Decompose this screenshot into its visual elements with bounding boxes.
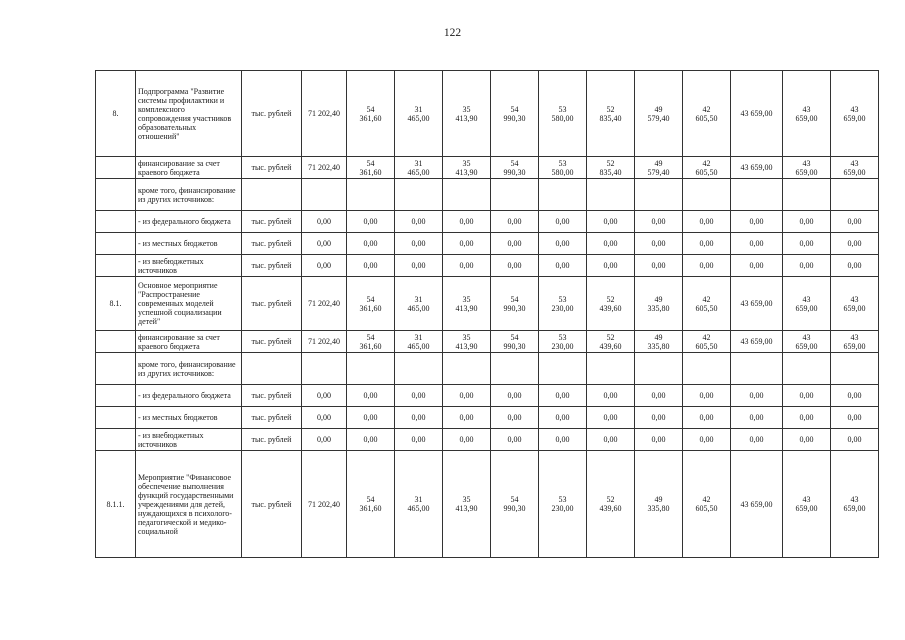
table-row: [96, 157, 879, 179]
unit-cell: тыс. рублей: [242, 407, 302, 429]
value-cell: 42 605,50: [683, 277, 731, 331]
value-cell: 52 835,40: [587, 71, 635, 157]
value-cell: 0,00: [635, 429, 683, 451]
value-cell: 0,00: [831, 233, 879, 255]
value-cell: 52 835,40: [587, 157, 635, 179]
total-cell: 0,00: [302, 211, 347, 233]
value-cell: [443, 179, 491, 211]
unit-cell: тыс. рублей: [242, 451, 302, 558]
value-cell: [783, 179, 831, 211]
row-number-cell: 8.1.1.: [96, 451, 136, 558]
value-cell: 0,00: [539, 429, 587, 451]
row-number-cell: [96, 255, 136, 277]
value-cell: 49 335,80: [635, 451, 683, 558]
value-cell: 31 465,00: [395, 157, 443, 179]
total-cell: 0,00: [302, 255, 347, 277]
value-cell: [783, 353, 831, 385]
value-cell: 0,00: [347, 255, 395, 277]
value-cell: 42 605,50: [683, 451, 731, 558]
value-cell: 0,00: [831, 407, 879, 429]
value-cell: 0,00: [395, 407, 443, 429]
value-cell: 0,00: [443, 211, 491, 233]
value-cell: 0,00: [731, 233, 783, 255]
value-cell: [347, 179, 395, 211]
value-cell: [587, 179, 635, 211]
value-cell: 0,00: [683, 407, 731, 429]
row-number-cell: [96, 407, 136, 429]
value-cell: 0,00: [635, 255, 683, 277]
unit-cell: тыс. рублей: [242, 331, 302, 353]
value-cell: 52 439,60: [587, 331, 635, 353]
row-number-cell: 8.1.: [96, 277, 136, 331]
value-cell: 0,00: [587, 255, 635, 277]
value-cell: [587, 353, 635, 385]
value-cell: 0,00: [491, 211, 539, 233]
value-cell: 0,00: [635, 407, 683, 429]
total-cell: 71 202,40: [302, 451, 347, 558]
value-cell: 43 659,00: [731, 277, 783, 331]
value-cell: 0,00: [831, 385, 879, 407]
value-cell: [443, 353, 491, 385]
value-cell: 0,00: [347, 407, 395, 429]
unit-cell: тыс. рублей: [242, 71, 302, 157]
value-cell: 0,00: [587, 385, 635, 407]
value-cell: 0,00: [731, 429, 783, 451]
value-cell: 49 335,80: [635, 331, 683, 353]
unit-cell: тыс. рублей: [242, 157, 302, 179]
value-cell: 43 659,00: [831, 71, 879, 157]
table-row: [96, 429, 879, 451]
value-cell: 54 361,60: [347, 331, 395, 353]
value-cell: [539, 179, 587, 211]
value-cell: 43 659,00: [831, 277, 879, 331]
value-cell: 0,00: [347, 429, 395, 451]
value-cell: 0,00: [783, 385, 831, 407]
value-cell: 31 465,00: [395, 331, 443, 353]
row-name-cell: кроме того, финансирование из других источников:: [136, 353, 242, 385]
unit-cell: тыс. рублей: [242, 385, 302, 407]
table-row: [96, 331, 879, 353]
value-cell: 0,00: [783, 255, 831, 277]
total-cell: 0,00: [302, 233, 347, 255]
value-cell: 0,00: [683, 429, 731, 451]
value-cell: 0,00: [783, 429, 831, 451]
row-name-cell: - из местных бюджетов: [136, 233, 242, 255]
table-row: [96, 71, 879, 157]
value-cell: 35 413,90: [443, 277, 491, 331]
unit-cell: тыс. рублей: [242, 255, 302, 277]
value-cell: 0,00: [539, 385, 587, 407]
value-cell: 0,00: [683, 233, 731, 255]
value-cell: 0,00: [831, 255, 879, 277]
value-cell: 0,00: [783, 407, 831, 429]
row-name-cell: - из внебюджетных источников: [136, 255, 242, 277]
row-name-cell: финансирование за счет краевого бюджета: [136, 157, 242, 179]
value-cell: 0,00: [395, 211, 443, 233]
value-cell: 53 580,00: [539, 71, 587, 157]
value-cell: [683, 353, 731, 385]
value-cell: 0,00: [831, 211, 879, 233]
value-cell: 53 230,00: [539, 331, 587, 353]
total-cell: 71 202,40: [302, 277, 347, 331]
value-cell: 49 579,40: [635, 71, 683, 157]
value-cell: 52 439,60: [587, 451, 635, 558]
row-number-cell: [96, 233, 136, 255]
value-cell: 0,00: [683, 385, 731, 407]
value-cell: 0,00: [443, 233, 491, 255]
value-cell: 35 413,90: [443, 157, 491, 179]
table-row: [96, 385, 879, 407]
value-cell: 54 990,30: [491, 277, 539, 331]
page-number: 122: [443, 27, 462, 39]
unit-cell: тыс. рублей: [242, 211, 302, 233]
table-row: [96, 179, 879, 211]
value-cell: 0,00: [491, 407, 539, 429]
value-cell: 49 579,40: [635, 157, 683, 179]
value-cell: [539, 353, 587, 385]
value-cell: 0,00: [443, 429, 491, 451]
total-cell: [302, 353, 347, 385]
value-cell: 43 659,00: [783, 71, 831, 157]
value-cell: 0,00: [395, 255, 443, 277]
value-cell: 43 659,00: [783, 331, 831, 353]
value-cell: 52 439,60: [587, 277, 635, 331]
row-number-cell: 8.: [96, 71, 136, 157]
value-cell: 42 605,50: [683, 331, 731, 353]
row-name-cell: Мероприятие "Финансовое обеспечение выполнения функций государственными учреждениями для детей, нуждающихся в психолого-педагогической и медико-социальной: [136, 451, 242, 558]
table-row: [96, 277, 879, 331]
unit-cell: [242, 353, 302, 385]
value-cell: [731, 179, 783, 211]
value-cell: 0,00: [395, 385, 443, 407]
value-cell: 35 413,90: [443, 451, 491, 558]
value-cell: 43 659,00: [831, 157, 879, 179]
value-cell: 0,00: [635, 385, 683, 407]
value-cell: 0,00: [347, 385, 395, 407]
value-cell: 43 659,00: [783, 277, 831, 331]
value-cell: [347, 353, 395, 385]
table-row: [96, 211, 879, 233]
total-cell: 0,00: [302, 407, 347, 429]
value-cell: 0,00: [731, 385, 783, 407]
value-cell: 42 605,50: [683, 71, 731, 157]
value-cell: 43 659,00: [731, 71, 783, 157]
value-cell: 54 361,60: [347, 451, 395, 558]
value-cell: 31 465,00: [395, 277, 443, 331]
total-cell: 0,00: [302, 429, 347, 451]
row-name-cell: Основное мероприятие "Распространение современных моделей успешной социализации детей": [136, 277, 242, 331]
value-cell: 0,00: [683, 255, 731, 277]
value-cell: 35 413,90: [443, 71, 491, 157]
value-cell: 43 659,00: [731, 157, 783, 179]
row-number-cell: [96, 157, 136, 179]
value-cell: 0,00: [587, 429, 635, 451]
total-cell: 71 202,40: [302, 157, 347, 179]
table-row: [96, 255, 879, 277]
value-cell: 43 659,00: [783, 451, 831, 558]
row-name-cell: - из федерального бюджета: [136, 211, 242, 233]
value-cell: 0,00: [347, 233, 395, 255]
value-cell: [635, 179, 683, 211]
total-cell: 71 202,40: [302, 71, 347, 157]
value-cell: 0,00: [443, 385, 491, 407]
row-number-cell: [96, 179, 136, 211]
row-number-cell: [96, 353, 136, 385]
unit-cell: тыс. рублей: [242, 429, 302, 451]
value-cell: 53 580,00: [539, 157, 587, 179]
value-cell: 54 361,60: [347, 157, 395, 179]
value-cell: 0,00: [783, 211, 831, 233]
value-cell: 31 465,00: [395, 71, 443, 157]
unit-cell: тыс. рублей: [242, 277, 302, 331]
value-cell: 0,00: [731, 255, 783, 277]
value-cell: 0,00: [539, 211, 587, 233]
value-cell: [635, 353, 683, 385]
row-number-cell: [96, 211, 136, 233]
total-cell: [302, 179, 347, 211]
value-cell: 0,00: [491, 385, 539, 407]
value-cell: 0,00: [491, 429, 539, 451]
value-cell: 54 990,30: [491, 157, 539, 179]
value-cell: [395, 353, 443, 385]
value-cell: 43 659,00: [831, 451, 879, 558]
value-cell: 0,00: [635, 233, 683, 255]
value-cell: 42 605,50: [683, 157, 731, 179]
value-cell: 43 659,00: [831, 331, 879, 353]
value-cell: 0,00: [395, 429, 443, 451]
unit-cell: [242, 179, 302, 211]
row-number-cell: [96, 331, 136, 353]
total-cell: 71 202,40: [302, 331, 347, 353]
value-cell: 54 990,30: [491, 331, 539, 353]
row-number-cell: [96, 429, 136, 451]
table-row: [96, 353, 879, 385]
value-cell: 54 361,60: [347, 277, 395, 331]
row-name-cell: Подпрограмма "Развитие системы профилактики и комплексного сопровождения участников образовательных отношений": [136, 71, 242, 157]
value-cell: 0,00: [731, 407, 783, 429]
value-cell: 35 413,90: [443, 331, 491, 353]
value-cell: 0,00: [587, 407, 635, 429]
value-cell: 54 990,30: [491, 451, 539, 558]
value-cell: 0,00: [683, 211, 731, 233]
table-row: [96, 451, 879, 558]
value-cell: 0,00: [587, 233, 635, 255]
value-cell: 0,00: [443, 407, 491, 429]
value-cell: [831, 179, 879, 211]
table-row: [96, 407, 879, 429]
value-cell: 0,00: [587, 211, 635, 233]
value-cell: 54 990,30: [491, 71, 539, 157]
row-name-cell: - из местных бюджетов: [136, 407, 242, 429]
value-cell: 43 659,00: [731, 451, 783, 558]
value-cell: 49 335,80: [635, 277, 683, 331]
value-cell: 0,00: [539, 255, 587, 277]
value-cell: [831, 353, 879, 385]
value-cell: 0,00: [539, 407, 587, 429]
value-cell: 0,00: [731, 211, 783, 233]
table-row: [96, 233, 879, 255]
value-cell: 0,00: [539, 233, 587, 255]
value-cell: 0,00: [443, 255, 491, 277]
value-cell: 0,00: [395, 233, 443, 255]
value-cell: [395, 179, 443, 211]
value-cell: [491, 353, 539, 385]
value-cell: [491, 179, 539, 211]
budget-table: [95, 70, 879, 558]
value-cell: 0,00: [783, 233, 831, 255]
unit-cell: тыс. рублей: [242, 233, 302, 255]
value-cell: 0,00: [491, 255, 539, 277]
value-cell: 54 361,60: [347, 71, 395, 157]
value-cell: 43 659,00: [783, 157, 831, 179]
row-name-cell: - из федерального бюджета: [136, 385, 242, 407]
row-number-cell: [96, 385, 136, 407]
value-cell: 53 230,00: [539, 451, 587, 558]
value-cell: 43 659,00: [731, 331, 783, 353]
value-cell: 31 465,00: [395, 451, 443, 558]
value-cell: 0,00: [635, 211, 683, 233]
value-cell: 0,00: [491, 233, 539, 255]
value-cell: 0,00: [347, 211, 395, 233]
value-cell: [683, 179, 731, 211]
total-cell: 0,00: [302, 385, 347, 407]
row-name-cell: финансирование за счет краевого бюджета: [136, 331, 242, 353]
row-name-cell: кроме того, финансирование из других источников:: [136, 179, 242, 211]
row-name-cell: - из внебюджетных источников: [136, 429, 242, 451]
value-cell: [731, 353, 783, 385]
value-cell: 0,00: [831, 429, 879, 451]
value-cell: 53 230,00: [539, 277, 587, 331]
